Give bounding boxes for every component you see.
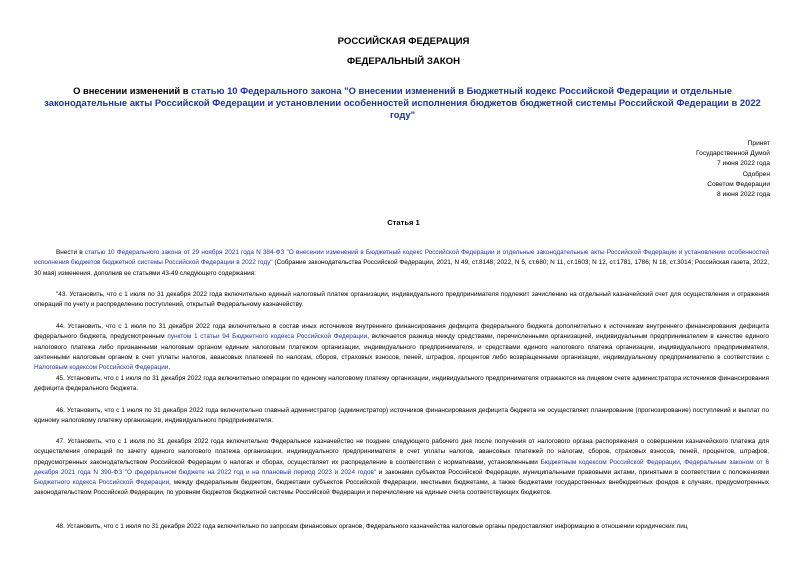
- text-run: 44. Установить, что с 1 июля по 31 декабря 2022 года включительно в состав иных источников внутреннего финансирования дефицита федерального бюджета дополнительно к источникам внутреннего финансирования дефицита федерального бюджета, предусмотренным: [34, 323, 769, 341]
- article-heading: Статья 1: [387, 218, 420, 227]
- paragraph-46: 46. Установить, что с 1 июля по 31 декабря 2022 года включительно главный администратор (администратор) источников финансирования дефицита бюджета не осуществляет планирование (прогнозирование) поступлений и выплат по единому налоговому платежу организации, индивидуального предпринимателя.: [34, 407, 769, 425]
- header-law-type: ФЕДЕРАЛЬНЫЙ ЗАКОН: [346, 56, 461, 67]
- budget-code-link[interactable]: Бюджетного кодекса Российской Федерации: [34, 479, 170, 487]
- adoption-line: 7 июня 2022 года: [717, 160, 770, 168]
- text-run: 47. Установить, что с 1 июля по 31 декабря 2022 года включительно Федеральное казначейство не позднее следующего рабочего дня после получения от налогового органа распоряжения о совершении казначейского платежа для осуществления операций по зачету единого налогового платежа организации, индивидуального предпринимателя в счет уплаты налогов, авансовых платежей по налогам, сборов, страховых взносов, пеней, процентов, штрафов, предусмотренных законодательством Российской Федерации о налогах и сборах, осуществляет их распределение в соответствии с нормативами, установленными: [34, 438, 769, 466]
- budget-code-link[interactable]: Бюджетным кодексом Российской Федерации: [540, 458, 680, 466]
- paragraph-44: [34, 322, 769, 373]
- paragraph-43: "43. Установить, что с 1 июля по 31 декабря 2022 года включительно единый налоговый платеж организации, индивидуального предпринимателя подлежит зачислению на отдельный казначейский счет для осуществления и отражения операций по учету и распределению поступлений, открытый Федеральному казначейству.: [34, 291, 769, 309]
- law-title: [34, 85, 771, 121]
- tax-code-link[interactable]: Налоговым кодексом Российской Федерации: [34, 364, 169, 372]
- paragraph-45: 45. Установить, что с 1 июля по 31 декабря 2022 года включительно операции по единому налоговому платежу организации, индивидуального предпринимателя отражаются на лицевом счете администратора источников финансирования дефицита федерального бюджета.: [34, 375, 769, 393]
- text-run: , между федеральным бюджетом, бюджетами субъектов Российской Федерации, местными бюджетами, а также бюджетами государственных внебюджетных фондов в случаях, предусмотренных законодательством Российской Федерации, по уровням бюджетов бюджетной системы Российской Федерации и перечисление на единые счета соответствующих бюджетов.: [34, 479, 769, 497]
- text-run: (Собрание законодательства Российской Федерации, 2021, N 49, ст.8148; 2022, N 5, ст.680; N 11, ст.1603; N 12, ст.1781, 1786; N 18, ст.3014; Российская газета, 2022, 30 мая) изменения, дополнив ее статьями 43-49 следующего содержания:: [34, 259, 769, 277]
- paragraph-intro: [34, 248, 769, 279]
- adoption-line: Принят: [747, 140, 770, 147]
- adoption-line: Советом Федерации: [707, 180, 770, 188]
- text-run: ,: [679, 458, 685, 466]
- law-title-link[interactable]: статью 10 Федерального закона "О внесении изменений в Бюджетный кодекс Российской Федерации и отдельные законодательные акты Российской Федерации и установлении особенностей исполнения бюджетов бюджетной системы Российской Федерации в 2022 году": [44, 85, 761, 120]
- adoption-line: 8 июня 2022 года: [717, 191, 770, 199]
- paragraph-48: 48. Установить, что с 1 июля по 31 декабря 2022 года включительно по запросам финансовых органов, Федерального казначейства налоговые органы предоставляют информацию в отношении юридических лиц: [56, 523, 688, 530]
- adoption-line: Одобрен: [742, 170, 770, 178]
- federal-budget-law-link[interactable]: Федеральным законом от 6 декабря 2021 года N 390-ФЗ "О федеральном бюджете на 2022 год и на плановый период 2023 и 2024 годов": [34, 458, 770, 476]
- adoption-block: [696, 139, 770, 200]
- paragraph-47: [34, 437, 769, 499]
- text-run: и законами субъектов Российской Федерации, муниципальными правовыми актами, принятыми в соответствии с положениями: [376, 468, 769, 476]
- text-run: .: [168, 364, 171, 372]
- law-link[interactable]: статью 10 Федерального закона от 29 ноября 2021 года N 384-ФЗ "О внесении изменений в Бюджетный кодекс Российской Федерации и отдельные законодательные акты Российской Федерации и установлении особенностей исполнения бюджетов бюджетной системы Российской Федерации в 2022 году": [34, 249, 770, 267]
- header-federation: РОССИЙСКАЯ ФЕДЕРАЦИЯ: [337, 36, 470, 47]
- budget-code-link[interactable]: пунктом 1 статьи 94 Бюджетного кодекса Российской Федерации: [167, 333, 368, 341]
- adoption-line: Государственной Думой: [696, 150, 770, 158]
- text-run: , включается разница между средствами, перечисленными организацией, индивидуальным предпринимателем в качестве единого налогового платежа либо признанными налоговым органом единым налоговым платежом организации, индивидуального предпринимателя, и средствами единого налогового платежа организации, индивидуального предпринимателя, зачтенными налоговым органом в счет уплаты налогов, авансовых платежей по налогам, сборов, страховых взносов, пеней, штрафов, процентов либо возвращенными организации, индивидуальному предпринимателю в соответствии с: [34, 333, 769, 361]
- text-run: Внести в: [56, 249, 85, 256]
- law-title-prefix: О внесении изменений в: [73, 85, 192, 96]
